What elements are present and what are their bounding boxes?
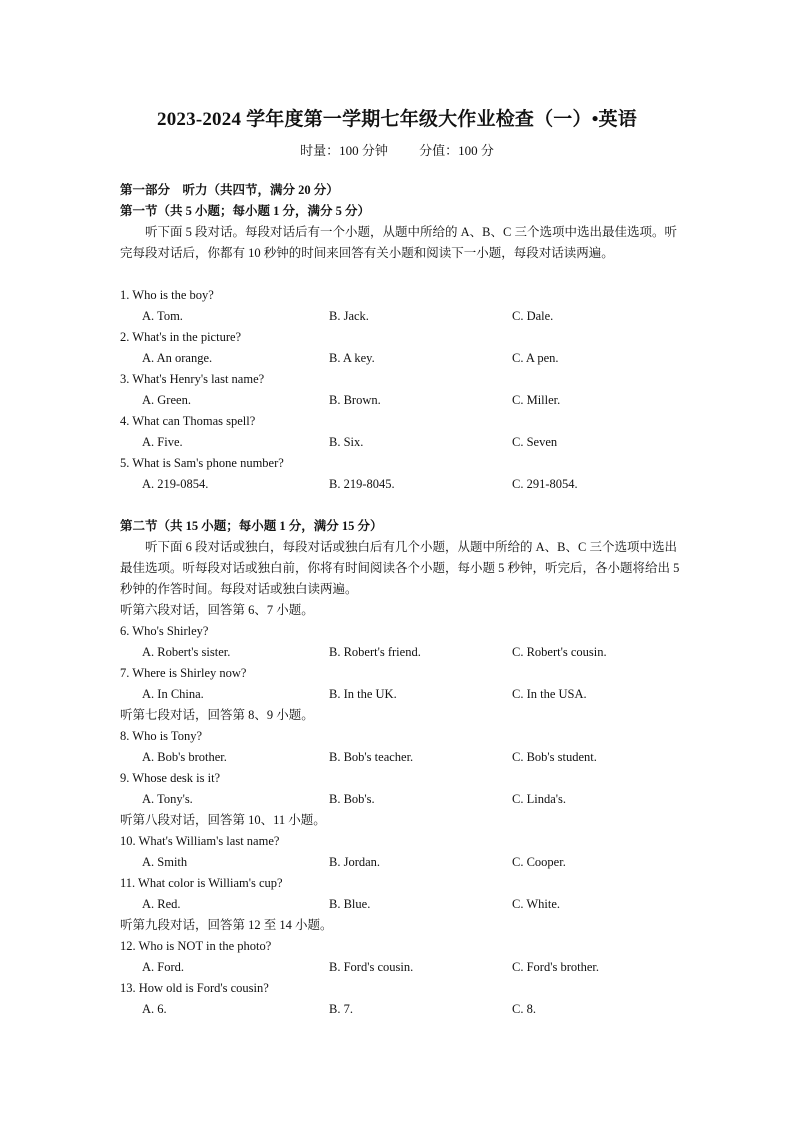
option-b: B. 219-8045. [329,477,395,491]
option-c: C. Robert's cousin. [512,645,607,659]
section2-instructions: 听下面 6 段对话或独白，每段对话或独白后有几个小题，从题中所给的 A、B、C 三个选项中选出最佳选项。听每段对话或独白前，你将有时间阅读各个小题，每小题 5 秒钟，听完后，各小题将给出 5 秒钟的作答时间。每段对话或独白读两遍。 [120,540,680,596]
question-2-options [120,348,680,369]
option-a: A. Red. [142,897,181,911]
option-a: A. Five. [142,435,183,449]
question-5-options [120,474,680,495]
question-10: 10. What's William's last name? [120,834,280,848]
option-b: B. Robert's friend. [329,645,421,659]
section1-heading: 第一节（共 5 小题；每小题 1 分，满分 5 分） [120,204,371,218]
question-10-options [120,852,680,873]
option-c: C. Dale. [512,309,554,323]
question-1-options [120,306,680,327]
option-b: B. Bob's teacher. [329,750,414,764]
option-b: B. Ford's cousin. [329,960,414,974]
option-a: A. Ford. [142,960,185,974]
option-b: B. A key. [329,351,375,365]
option-b: B. Blue. [329,897,371,911]
group-intro: 听第九段对话，回答第 12 至 14 小题。 [120,918,333,932]
option-b: B. Six. [329,435,364,449]
question-9: 9. Whose desk is it? [120,771,221,785]
question-4: 4. What can Thomas spell? [120,414,256,428]
option-a: A. Bob's brother. [142,750,227,764]
spacer [120,495,680,516]
question-8-options [120,747,680,768]
option-c: C. Seven [512,435,558,449]
question-3-options [120,390,680,411]
page-title: 2023-2024 学年度第一学期七年级大作业检查（一）•英语 [157,109,637,130]
question-6-options [120,642,680,663]
option-a: A. 219-0854. [142,477,209,491]
question-8: 8. Who is Tony? [120,729,202,743]
total-score: 分值：100 分 [419,143,494,158]
section2-heading: 第二节（共 15 小题；每小题 1 分，满分 15 分） [120,519,383,533]
exam-meta [0,140,794,159]
option-b: B. Jordan. [329,855,381,869]
option-c: C. Miller. [512,393,561,407]
group-intro: 听第八段对话，回答第 10、11 小题。 [120,813,326,827]
option-a: A. Robert's sister. [142,645,231,659]
group-intro: 听第六段对话，回答第 6、7 小题。 [120,603,314,617]
option-c: C. Bob's student. [512,750,597,764]
question-12-options [120,957,680,978]
option-a: A. Green. [142,393,191,407]
option-b: B. 7. [329,1002,353,1016]
option-b: B. Brown. [329,393,381,407]
option-c: C. In the USA. [512,687,587,701]
question-4-options [120,432,680,453]
part1-heading: 第一部分 听力（共四节，满分 20 分） [120,183,339,197]
option-b: B. Bob's. [329,792,375,806]
option-a: A. An orange. [142,351,213,365]
time-limit: 时量：100 分钟 [300,143,388,158]
option-b: B. In the UK. [329,687,397,701]
group-intro: 听第七段对话，回答第 8、9 小题。 [120,708,314,722]
option-c: C. Linda's. [512,792,566,806]
option-a: A. In China. [142,687,204,701]
question-7: 7. Where is Shirley now? [120,666,247,680]
question-12: 12. Who is NOT in the photo? [120,939,272,953]
question-11: 11. What color is William's cup? [120,876,283,890]
option-a: A. Tom. [142,309,183,323]
exam-content [120,180,680,1020]
option-a: A. 6. [142,1002,167,1016]
option-a: A. Smith [142,855,188,869]
option-c: C. Ford's brother. [512,960,599,974]
option-c: C. Cooper. [512,855,566,869]
question-7-options [120,684,680,705]
question-1: 1. Who is the boy? [120,288,214,302]
option-c: C. White. [512,897,561,911]
question-11-options [120,894,680,915]
option-c: C. 8. [512,1002,536,1016]
question-3: 3. What's Henry's last name? [120,372,265,386]
question-5: 5. What is Sam's phone number? [120,456,284,470]
question-2: 2. What's in the picture? [120,330,242,344]
question-13: 13. How old is Ford's cousin? [120,981,269,995]
section1-instructions: 听下面 5 段对话。每段对话后有一个小题，从题中所给的 A、B、C 三个选项中选出最佳选项。听完每段对话后，你都有 10 秒钟的时间来回答有关小题和阅读下一小题，每段对话读两遍。 [120,225,677,260]
question-6: 6. Who's Shirley? [120,624,209,638]
question-9-options [120,789,680,810]
option-c: C. A pen. [512,351,559,365]
option-a: A. Tony's. [142,792,193,806]
option-c: C. 291-8054. [512,477,578,491]
question-13-options [120,999,680,1020]
option-b: B. Jack. [329,309,369,323]
